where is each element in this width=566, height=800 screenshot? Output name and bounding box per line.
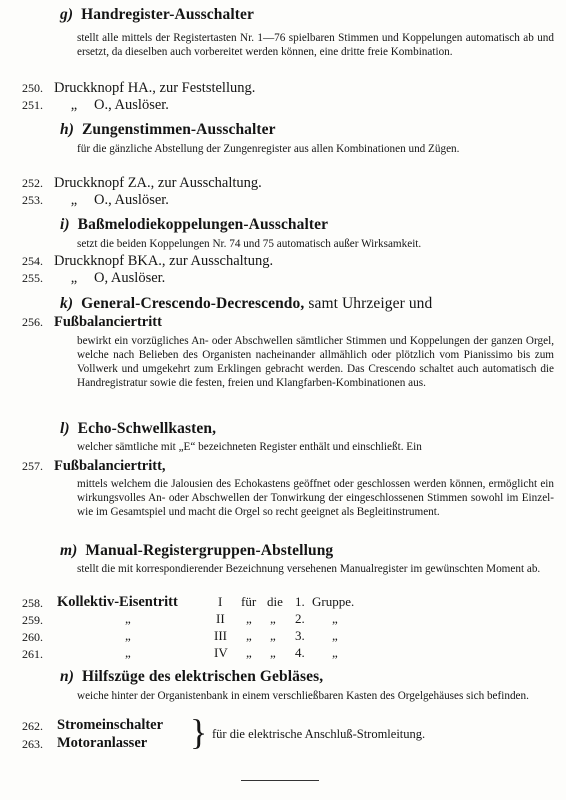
- item-text: Fußbalanciertritt,: [54, 458, 166, 474]
- section-k-heading: [60, 295, 432, 313]
- item-number: 260.: [22, 630, 43, 644]
- item-text: O., Auslöser.: [94, 192, 169, 208]
- group-fuer: „: [246, 611, 252, 626]
- group-roman: III: [214, 628, 227, 643]
- motoranlasser-label: Motoranlasser: [57, 735, 148, 751]
- group-die: „: [270, 645, 276, 660]
- section-g-heading: [60, 6, 254, 24]
- section-h-heading: [60, 121, 276, 139]
- group-number: 3.: [295, 628, 305, 643]
- section-letter: g): [60, 6, 74, 23]
- item-number: 257.: [22, 459, 43, 473]
- section-letter: k): [60, 295, 74, 312]
- item-number: 253.: [22, 193, 43, 207]
- section-m-description: stellt die mit korrespondierender Bezeichnung versehenen Manualregister im gewünschten Moment ab.: [77, 563, 541, 575]
- item-number: 250.: [22, 81, 43, 95]
- item-257: [22, 458, 166, 475]
- item-text: Fußbalanciertritt: [54, 314, 162, 330]
- item-text: Druckknopf ZA., zur Ausschaltung.: [54, 175, 262, 191]
- section-title: Handregister-Ausschalter: [81, 6, 254, 23]
- ditto-mark: „: [70, 97, 78, 113]
- section-k-description: bewirkt ein vorzügliches An- oder Abschwellen sämtlicher Stimmen und Koppelungen der ganzen Orgel, welche nach Belieben des Organisten nacheinander allmählich oder plötzlich vom Pianissimo bis zum Vollwerk und umgekehrt zum Erklingen gebracht werden. Das Crescendo schaltet auch automatisch die Handregistratur sowie die festen, freien und Klangfarben-Kombinationen aus.: [77, 335, 554, 389]
- section-title: Manual-Registergruppen-Abstellung: [85, 542, 334, 559]
- group-number: 2.: [295, 611, 305, 626]
- item-text: O., Auslöser.: [94, 97, 169, 113]
- ditto-mark: „: [125, 628, 131, 643]
- item-number: 255.: [22, 271, 43, 285]
- group-fuer: „: [246, 628, 252, 643]
- section-letter: h): [60, 121, 74, 138]
- section-m-heading: [60, 542, 333, 560]
- section-l-description: welcher sämtliche mit „E“ bezeichneten Register enthält und einschließt. Ein: [77, 441, 422, 453]
- section-letter: l): [60, 420, 70, 437]
- group-die: „: [270, 628, 276, 643]
- item-252: [22, 175, 262, 192]
- item-number: 261.: [22, 647, 43, 661]
- group-word: Gruppe.: [312, 594, 355, 609]
- group-fuer: für: [241, 594, 257, 609]
- item-253: [22, 192, 169, 209]
- item-256: [22, 314, 162, 331]
- section-g-description: stellt alle mittels der Registertasten Nr. 1—76 spielbaren Stimmen und Koppelungen automatisch ab und ersetzt, da dieselben auch vorbereitet werden können, eine dritte freie Kombination.: [77, 32, 554, 58]
- ditto-mark: „: [125, 611, 131, 626]
- item-number: 258.: [22, 596, 43, 610]
- section-l-description-cont: mittels welchem die Jalousien des Echokastens geöffnet oder geschlossen werden können, ermöglicht ein wirkungsvolles An- oder Abschwellen der Tonwirkung der eingeschlossenen Stimmen sowohl im Einzel- wie im Gesamtspiel und macht die Orgel so recht geeignet als Begleitinstrument.: [77, 478, 554, 518]
- section-i-description: setzt die beiden Koppelungen Nr. 74 und 75 automatisch außer Wirksamkeit.: [77, 238, 422, 250]
- ditto-mark: „: [125, 645, 131, 660]
- item-number: 252.: [22, 176, 43, 190]
- item-number: 263.: [22, 737, 43, 751]
- section-title: General-Crescendo-Decrescendo,: [81, 295, 305, 312]
- group-word: „: [332, 628, 338, 643]
- section-letter: m): [60, 542, 78, 559]
- brace: }: [190, 712, 208, 752]
- section-title-tail: samt Uhrzeiger und: [308, 295, 433, 312]
- item-number: 259.: [22, 613, 43, 627]
- item-text: O, Auslöser.: [94, 270, 166, 286]
- section-title: Baßmelodiekoppelungen-Ausschalter: [77, 216, 329, 233]
- section-i-heading: [60, 216, 328, 234]
- group-word: „: [332, 611, 338, 626]
- item-text: Druckknopf BKA., zur Ausschaltung.: [54, 253, 274, 269]
- item-text: Druckknopf HA., zur Feststellung.: [54, 80, 256, 96]
- ditto-mark: „: [70, 192, 78, 208]
- kollektiv-label: Kollektiv-Eisentritt: [57, 594, 178, 610]
- group-roman: IV: [214, 645, 228, 660]
- group-fuer: „: [246, 645, 252, 660]
- section-h-description: für die gänzliche Abstellung der Zungenregister aus allen Kombinationen und Zügen.: [77, 143, 460, 155]
- item-255: [22, 270, 165, 287]
- group-word: „: [332, 645, 338, 660]
- section-letter: i): [60, 216, 70, 233]
- ditto-mark: „: [70, 270, 78, 286]
- section-title: Zungenstimmen-Ausschalter: [81, 121, 276, 138]
- item-251: [22, 97, 169, 114]
- group-die: die: [267, 594, 283, 609]
- group-number: 4.: [295, 645, 305, 660]
- group-roman: I: [218, 594, 223, 609]
- item-number: 262.: [22, 719, 43, 733]
- group-number: 1.: [295, 594, 305, 609]
- group-roman: II: [216, 611, 225, 626]
- section-title: Echo-Schwellkasten,: [77, 420, 217, 437]
- footer-note: für die elektrische Anschluß-Stromleitung.: [212, 727, 426, 741]
- group-die: „: [270, 611, 276, 626]
- item-254: [22, 253, 273, 270]
- end-rule: [241, 780, 319, 781]
- stromeinschalter-label: Stromeinschalter: [57, 717, 164, 733]
- section-n-description: weiche hinter der Organistenbank in einem verschließbaren Kasten des Orgelgehäuses sich befinden.: [77, 690, 529, 702]
- section-n-heading: [60, 668, 323, 686]
- section-l-heading: [60, 420, 216, 438]
- section-title: Hilfszüge des elektrischen Gebläses,: [81, 668, 324, 685]
- item-number: 256.: [22, 315, 43, 329]
- item-number: 254.: [22, 254, 43, 268]
- section-letter: n): [60, 668, 74, 685]
- item-250: [22, 80, 255, 97]
- item-number: 251.: [22, 98, 43, 112]
